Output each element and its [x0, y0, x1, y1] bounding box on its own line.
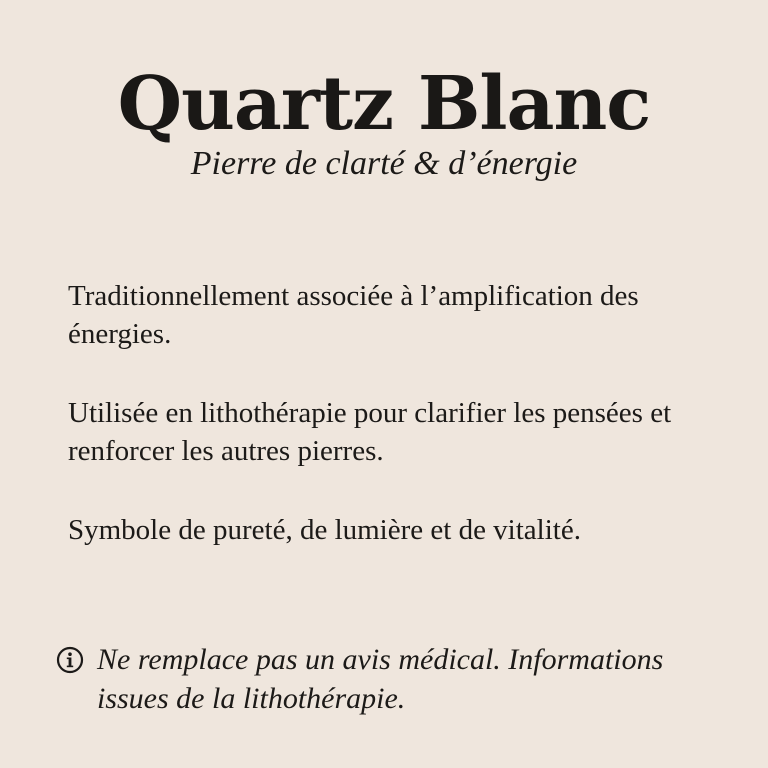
paragraph-lithotherapy: Utilisée en lithothérapie pour clarifier les pensées et renforcer les autres pierres.	[68, 397, 672, 467]
info-icon	[56, 646, 84, 674]
page-subtitle: Pierre de clarté & d’énergie	[190, 145, 578, 182]
disclaimer-text: Ne remplace pas un avis médical. Informations issues de la lithothérapie.	[97, 643, 664, 715]
paragraph-symbol: Symbole de pureté, de lumière et de vitalité.	[68, 514, 581, 546]
page-title: Quartz Blanc	[117, 61, 651, 147]
paragraph-amplification: Traditionnellement associée à l’amplification des énergies.	[68, 280, 639, 350]
